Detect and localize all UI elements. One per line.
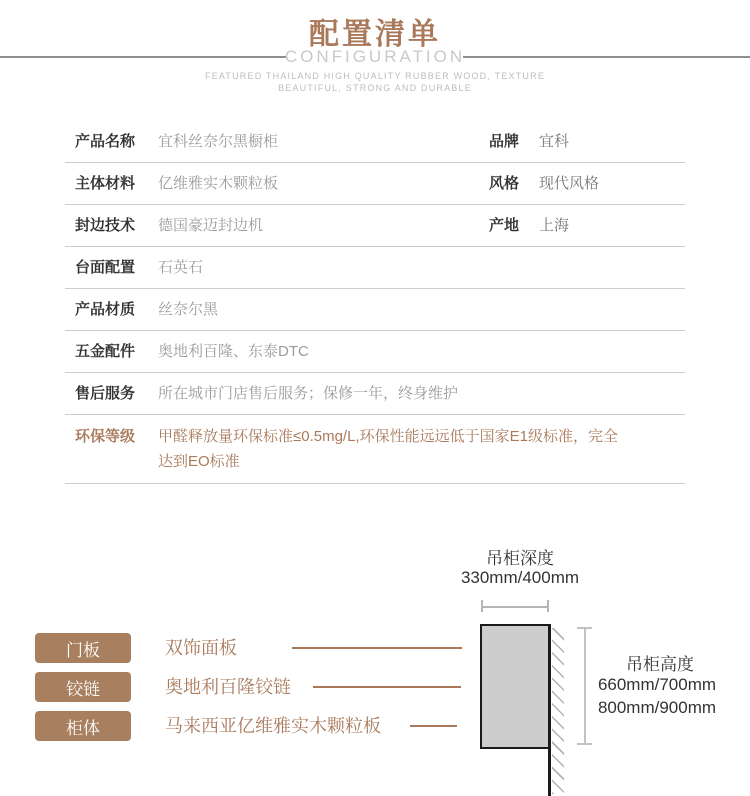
- spec-row-countertop: [65, 247, 685, 289]
- callout-button-door-panel: 门板: [35, 633, 131, 663]
- spec-label-secondary: 风格: [489, 175, 520, 192]
- tagline-line-1: FEATURED THAILAND HIGH QUALITY RUBBER WOOD, TEXTURE: [204, 71, 546, 81]
- depth-dimension-tick-left: [481, 600, 483, 612]
- spec-label-secondary: 品牌: [489, 133, 520, 150]
- spec-table: [65, 121, 685, 484]
- callout-leader-line: [313, 686, 461, 688]
- spec-value: 奥地利百隆、东泰DTC: [158, 343, 309, 360]
- spec-value: 所在城市门店售后服务；保修一年，终身维护: [158, 385, 459, 402]
- callout-button-hinge: 铰链: [35, 672, 131, 702]
- callout-text-cabinet-body: 马来西亚亿维雅实木颗粒板: [165, 716, 381, 736]
- page-title: 配置清单: [309, 18, 441, 51]
- spec-label-secondary: 产地: [489, 217, 520, 234]
- spec-label: 售后服务: [75, 385, 136, 402]
- wall-hatching: [552, 628, 564, 794]
- spec-label: 五金配件: [75, 343, 136, 360]
- height-dimension-cap-top: [577, 627, 592, 629]
- spec-label: 封边技术: [75, 217, 136, 234]
- callout-text-hinge: 奥地利百隆铰链: [165, 677, 291, 697]
- spec-value-secondary: 现代风格: [539, 175, 600, 192]
- cabinet-cross-section: [480, 624, 550, 749]
- spec-value: 甲醛释放量环保标准≤0.5mg/L,环保性能远远低于国家E1级标准，完全达到EO标准: [158, 428, 618, 470]
- spec-value: 亿维雅实木颗粒板: [158, 175, 279, 192]
- spec-row-edge-banding: [65, 205, 685, 247]
- spec-label: 台面配置: [75, 259, 136, 276]
- spec-row-eco-grade: [65, 415, 685, 484]
- spec-label: 环保等级: [75, 428, 136, 445]
- callout-text-door-panel: 双饰面板: [165, 638, 237, 658]
- header-subtitle: CONFIGURATION: [284, 47, 466, 66]
- spec-label: 产品名称: [75, 133, 136, 150]
- spec-value: 石英石: [158, 259, 204, 276]
- callout-button-cabinet-body: 柜体: [35, 711, 131, 741]
- callout-leader-line: [292, 647, 462, 649]
- spec-label: 产品材质: [75, 301, 136, 318]
- height-value-1: 660mm/700mm: [597, 675, 717, 694]
- spec-row-after-sales: [65, 373, 685, 415]
- spec-row-product-material: [65, 289, 685, 331]
- depth-dimension-line: [481, 606, 549, 608]
- spec-label: 主体材料: [75, 175, 136, 192]
- spec-row-hardware: [65, 331, 685, 373]
- spec-value: 丝奈尔黑: [158, 301, 219, 318]
- tagline-line-2: BEAUTIFUL, STRONG AND DURABLE: [278, 83, 472, 93]
- depth-dimension-tick-right: [547, 600, 549, 612]
- height-value-2: 800mm/900mm: [597, 698, 717, 717]
- spec-row-product-name: [65, 121, 685, 163]
- depth-value: 330mm/400mm: [460, 568, 580, 587]
- spec-row-main-material: [65, 163, 685, 205]
- height-label: 吊柜高度: [626, 655, 694, 674]
- spec-value-secondary: 宜科: [539, 133, 570, 150]
- height-dimension-cap-bottom: [577, 743, 592, 745]
- wall-line: [548, 624, 551, 796]
- spec-value: 德国豪迈封边机: [158, 217, 264, 234]
- callout-leader-line: [410, 725, 457, 727]
- spec-value: 宜科丝奈尔黑橱柜: [158, 133, 279, 150]
- depth-label: 吊柜深度: [486, 549, 554, 568]
- spec-value-secondary: 上海: [539, 217, 570, 234]
